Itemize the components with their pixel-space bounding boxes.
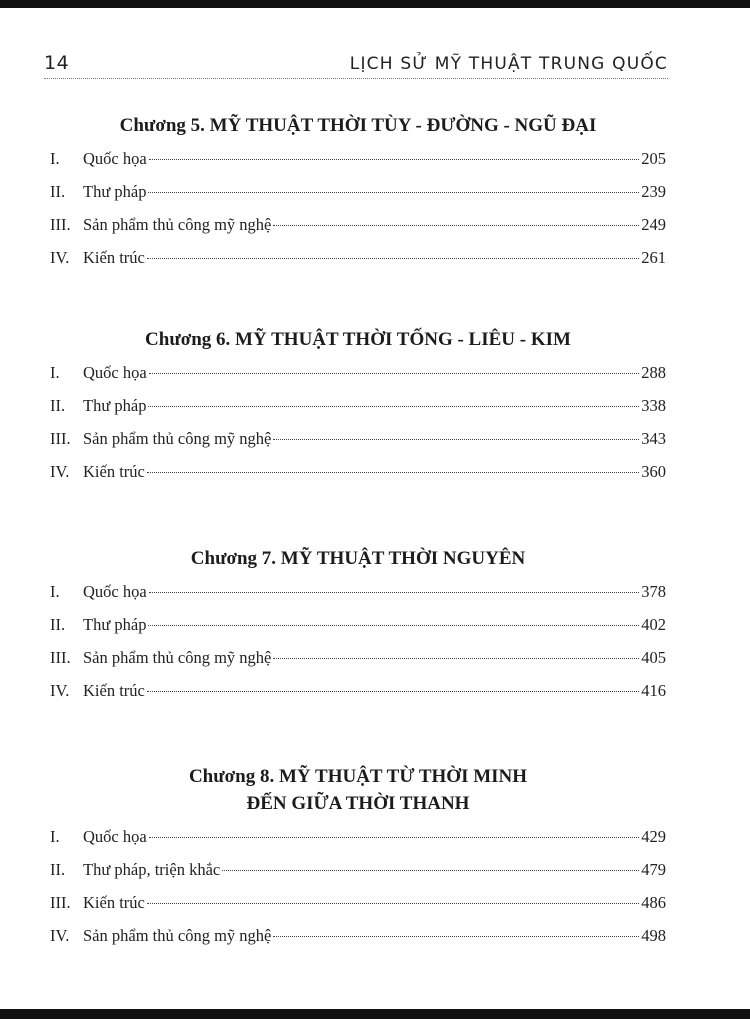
toc-entry-page: 479 <box>641 860 666 879</box>
toc-entry[interactable] <box>50 182 666 215</box>
toc-entry-page: 405 <box>641 648 666 667</box>
toc-entry[interactable] <box>50 827 666 860</box>
dot-leader <box>148 625 639 626</box>
toc-entry-number: III. <box>50 429 71 448</box>
toc-entry-label: Kiến trúc <box>83 681 145 700</box>
dot-leader <box>147 903 639 904</box>
toc-entry-label: Quốc họa <box>83 363 147 382</box>
toc-entry[interactable] <box>50 893 666 926</box>
toc-entry-label: Quốc họa <box>83 582 147 601</box>
toc-list <box>50 149 666 281</box>
toc-entry[interactable] <box>50 248 666 281</box>
chapter-5 <box>50 112 666 281</box>
toc-entry[interactable] <box>50 396 666 429</box>
toc-entry-label: Kiến trúc <box>83 462 145 481</box>
chapter-title <box>50 326 666 353</box>
toc-entry[interactable] <box>50 215 666 248</box>
toc-entry-page: 486 <box>641 893 666 912</box>
toc-entry[interactable] <box>50 860 666 893</box>
toc-entry-label: Kiến trúc <box>83 893 145 912</box>
toc-entry-page: 343 <box>641 429 666 448</box>
page-header <box>44 46 668 74</box>
toc-entry-number: II. <box>50 860 66 879</box>
dot-leader <box>273 225 639 226</box>
page-number: 14 <box>44 52 70 74</box>
running-title: LỊCH SỬ MỸ THUẬT TRUNG QUỐC <box>349 54 668 74</box>
toc-entry-page: 416 <box>641 681 666 700</box>
chapter-title <box>50 545 666 572</box>
dot-leader <box>222 870 639 871</box>
dot-leader <box>273 936 639 937</box>
toc-entry[interactable] <box>50 582 666 615</box>
header-divider <box>44 78 668 79</box>
toc-entry-number: I. <box>50 149 60 168</box>
top-border <box>0 0 750 8</box>
toc-list <box>50 363 666 495</box>
bottom-border <box>0 1009 750 1019</box>
dot-leader <box>149 159 640 160</box>
toc-entry-number: III. <box>50 215 71 234</box>
toc-entry[interactable] <box>50 462 666 495</box>
chapter-title <box>50 112 666 139</box>
chapter-8 <box>50 763 666 959</box>
toc-entry-page: 261 <box>641 248 666 267</box>
toc-entry[interactable] <box>50 149 666 182</box>
dot-leader <box>147 691 639 692</box>
toc-entry-page: 288 <box>641 363 666 382</box>
toc-entry[interactable] <box>50 615 666 648</box>
toc-entry-label: Sản phẩm thủ công mỹ nghệ <box>83 648 272 667</box>
toc-entry-page: 402 <box>641 615 666 634</box>
dot-leader <box>149 373 640 374</box>
toc-entry-number: IV. <box>50 681 70 700</box>
toc-entry-page: 498 <box>641 926 666 945</box>
toc-entry-label: Sản phẩm thủ công mỹ nghệ <box>83 926 272 945</box>
toc-entry-page: 239 <box>641 182 666 201</box>
toc-entry[interactable] <box>50 363 666 396</box>
chapter-title-line: ĐẾN GIỮA THỜI THANH <box>246 793 470 814</box>
toc-entry-label: Kiến trúc <box>83 248 145 267</box>
dot-leader <box>273 439 639 440</box>
toc-entry[interactable] <box>50 648 666 681</box>
toc-entry-page: 205 <box>641 149 666 168</box>
dot-leader <box>148 192 639 193</box>
toc-entry[interactable] <box>50 681 666 714</box>
toc-entry-label: Thư pháp <box>83 396 147 415</box>
toc-entry[interactable] <box>50 926 666 959</box>
toc-entry-page: 360 <box>641 462 666 481</box>
toc-entry-label: Quốc họa <box>83 827 147 846</box>
toc-entry-label: Thư pháp <box>83 182 147 201</box>
toc-entry-label: Sản phẩm thủ công mỹ nghệ <box>83 429 272 448</box>
toc-entry-number: III. <box>50 893 71 912</box>
toc-entry-number: IV. <box>50 462 70 481</box>
toc-entry-label: Thư pháp, triện khắc <box>83 860 221 879</box>
chapter-7 <box>50 545 666 714</box>
dot-leader <box>147 258 639 259</box>
toc-entry-number: II. <box>50 615 66 634</box>
dot-leader <box>148 406 639 407</box>
toc-entry-number: IV. <box>50 248 70 267</box>
dot-leader <box>273 658 639 659</box>
toc-entry-page: 338 <box>641 396 666 415</box>
toc-entry-number: I. <box>50 363 60 382</box>
toc-entry-number: I. <box>50 582 60 601</box>
toc-entry-label: Quốc họa <box>83 149 147 168</box>
toc-entry-number: III. <box>50 648 71 667</box>
toc-entry-label: Sản phẩm thủ công mỹ nghệ <box>83 215 272 234</box>
toc-entry-number: I. <box>50 827 60 846</box>
chapter-title-line: Chương 6. MỸ THUẬT THỜI TỐNG - LIÊU - KIM <box>145 329 571 350</box>
chapter-6 <box>50 326 666 495</box>
toc-list <box>50 582 666 714</box>
toc-entry-number: IV. <box>50 926 70 945</box>
toc-entry-page: 429 <box>641 827 666 846</box>
dot-leader <box>149 592 640 593</box>
toc-entry-page: 249 <box>641 215 666 234</box>
chapter-title-line: Chương 5. MỸ THUẬT THỜI TÙY - ĐƯỜNG - NGŨ ĐẠI <box>119 115 597 136</box>
toc-entry-label: Thư pháp <box>83 615 147 634</box>
chapter-title-line: Chương 8. MỸ THUẬT TỪ THỜI MINH <box>188 766 528 787</box>
toc-entry-page: 378 <box>641 582 666 601</box>
toc-list <box>50 827 666 959</box>
chapter-title-line: Chương 7. MỸ THUẬT THỜI NGUYÊN <box>190 548 526 569</box>
toc-entry-number: II. <box>50 182 66 201</box>
dot-leader <box>149 837 640 838</box>
toc-entry[interactable] <box>50 429 666 462</box>
toc-entry-number: II. <box>50 396 66 415</box>
dot-leader <box>147 472 639 473</box>
chapter-title <box>50 763 666 817</box>
